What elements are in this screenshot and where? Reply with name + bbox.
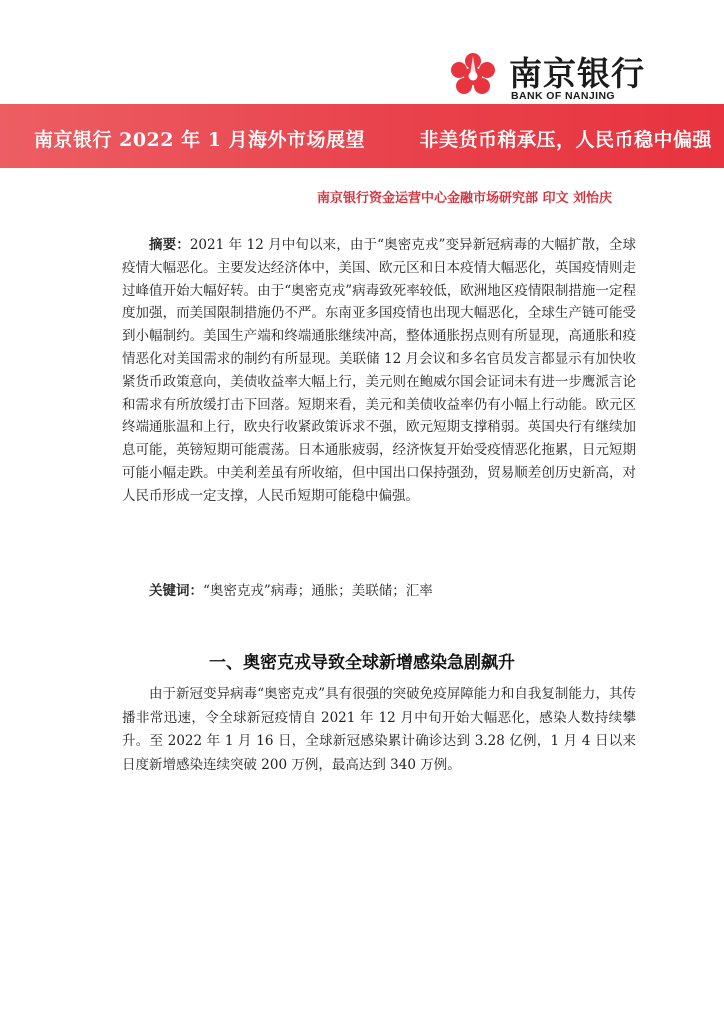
abstract-label: 摘要： [149, 237, 190, 253]
keywords-text: “奥密克戎”病毒；通胀；美联储；汇率 [203, 583, 433, 599]
keywords-label: 关键词： [149, 583, 203, 599]
author-line: 南京银行资金运营中心金融市场研究部 印文 刘怡庆 [316, 191, 612, 206]
logo-english-name: BANK OF NANJING [511, 90, 616, 102]
report-title: 南京银行 2022 年 1 月海外市场展望 [34, 129, 366, 151]
section-paragraph: 由于新冠变异病毒“奥密克戎”具有很强的突破免疫屏障能力和自我复制能力，其传播非常迅速，令全球新冠疫情自 2021 年 12 月中旬开始大幅恶化，感染人数持续攀升。至 2022 年 1 月 16 日，全球新冠感染累计确诊达到 3.28 亿例，1 月 4 日以来日度新增感染连续突破 200 万例，最高达到 340 万例。 [122, 686, 636, 773]
report-subtitle: 非美货币稍承压，人民币稳中偏强 [419, 129, 712, 151]
logo-chinese-name: 南京银行 [509, 54, 645, 93]
title-banner [0, 104, 724, 168]
abstract-paragraph [122, 234, 636, 508]
section-heading: 一、奥密克戎导致全球新增感染急剧飙升 [209, 653, 515, 673]
abstract-text: 2021 年 12 月中旬以来，由于“奥密克戎”变异新冠病毒的大幅扩散，全球疫情大幅恶化。主要发达经济体中，美国、欧元区和日本疫情大幅恶化，英国疫情则走过峰值开始大幅好转。由于“奥密克戎”病毒致死率较低，欧洲地区疫情限制措施一定程度加强，而美国限制措施仍不严。东南亚多国疫情也出现大幅恶化，全球生产链可能受到小幅制约。美国生产端和终端通胀继续冲高，整体通胀拐点则有所显现，高通胀和疫情恶化对美国需求的制约有所显现。美联储 12 月会议和多名官员发言都显示有加快收紧货币政策意向，美债收益率大幅上行，美元则在鲍威尔国会证词未有进一步鹰派言论和需求有所放缓打击下回落。短期来看，美元和美债收益率仍有小幅上行动能。欧元区终端通胀温和上行，欧央行收紧政策诉求不强，欧元短期支撑稍弱。英国央行有继续加息可能，英镑短期可能震荡。日本通胀疲弱，经济恢复开始受疫情恶化拖累，日元短期可能小幅走跌。中美利差虽有所收缩，但中国出口保持强劲，贸易顺差创历史新高，对人民币形成一定支撑，人民币短期可能稳中偏强。 [122, 237, 637, 504]
keywords-line [122, 580, 636, 602]
bank-logo [445, 50, 645, 104]
bank-of-nanjing-logo-icon [445, 52, 501, 100]
